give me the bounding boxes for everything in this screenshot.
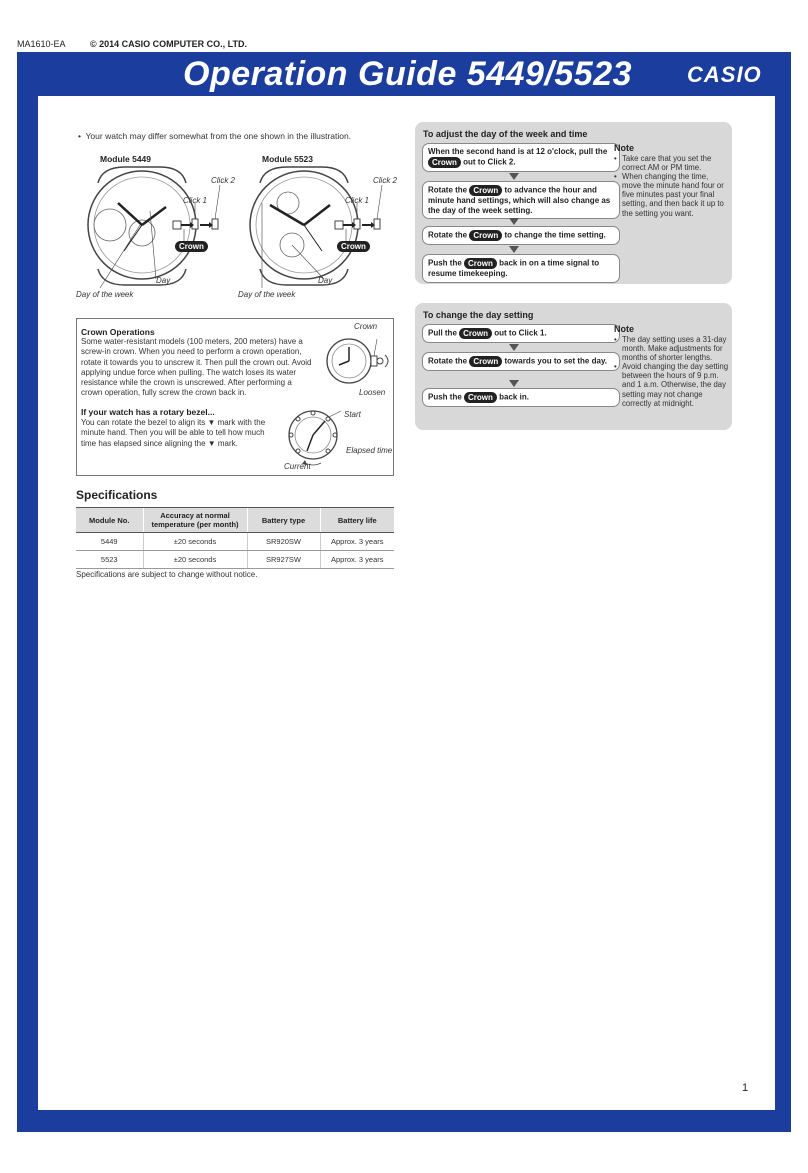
step-arrow-icon xyxy=(509,246,519,253)
day-label-5523: Day xyxy=(318,276,333,285)
current-callout: Current xyxy=(284,462,311,471)
click2-label-5449: Click 2 xyxy=(211,176,236,185)
list-item: • Avoid changing the day setting between the hours of 9 p.m. and 1 a.m. Otherwise, the day setting may not change correctly at midnight. xyxy=(614,362,729,407)
step-text-post: out to Click 1. xyxy=(494,328,547,338)
click1-label-5523: Click 1 xyxy=(345,196,370,205)
change-day-panel xyxy=(415,303,732,430)
column-header-accuracy: Accuracy at normal temperature (per month) xyxy=(143,508,247,533)
table-row xyxy=(76,551,394,569)
step-text-pre: Rotate the xyxy=(428,230,468,240)
loosen-callout: Loosen xyxy=(359,388,386,397)
list-item: • When changing the time, move the minute hand four or five minutes past your final setting, and then back it up to the setting you want. xyxy=(614,172,729,217)
step-arrow-icon xyxy=(509,173,519,180)
rotary-bezel-text: You can rotate the bezel to align its ▼ mark with the minute hand. Then you will be able to tell how much time has elapsed since aligning the ▼ mark. xyxy=(81,418,266,448)
adjust-step-3 xyxy=(422,226,620,245)
change-step-1 xyxy=(422,324,620,343)
step-text-post: towards you to set the day. xyxy=(504,356,608,366)
specifications-note: Specifications are subject to change without notice. xyxy=(76,570,258,579)
elapsed-time-callout: Elapsed time xyxy=(346,446,393,455)
step-arrow-icon xyxy=(509,218,519,225)
adjust-step-1 xyxy=(422,143,620,172)
illustration-note-text: Your watch may differ somewhat from the one shown in the illustration. xyxy=(85,131,352,141)
table-header-row xyxy=(76,508,394,533)
day-of-week-label-5523: Day of the week xyxy=(238,290,296,299)
list-item: • The day setting uses a 31-day month. Make adjustments for months of shorter lengths. xyxy=(614,335,729,362)
click1-label-5449: Click 1 xyxy=(183,196,208,205)
step-text-pre: Rotate the xyxy=(428,356,468,366)
crown-tag: Crown xyxy=(469,185,502,196)
change-note-list xyxy=(614,335,729,408)
cell-accuracy: ±20 seconds xyxy=(143,551,247,569)
crown-tag: Crown xyxy=(459,328,492,339)
module-5523-label: Module 5523 xyxy=(262,154,314,164)
list-item: • Take care that you set the correct AM or PM time. xyxy=(614,154,729,172)
change-step-2 xyxy=(422,352,620,371)
rotary-bezel-title: If your watch has a rotary bezel... xyxy=(81,407,215,417)
column-header-battery-life: Battery life xyxy=(320,508,394,533)
change-day-title: To change the day setting xyxy=(423,310,534,320)
change-step-3 xyxy=(422,388,620,407)
day-of-week-label-5449: Day of the week xyxy=(76,290,134,299)
adjust-step-4 xyxy=(422,254,620,283)
crown-callout: Crown xyxy=(354,322,378,331)
cell-module: 5449 xyxy=(76,533,143,551)
illustration-note: • Your watch may differ somewhat from the one shown in the illustration. xyxy=(78,131,352,141)
document-code: MA1610-EA xyxy=(17,39,66,49)
change-note-title: Note xyxy=(614,324,634,334)
adjust-note-title: Note xyxy=(614,143,634,153)
crown-operations-box xyxy=(76,318,394,476)
cell-battery-type: SR927SW xyxy=(247,551,320,569)
crown-tag: Crown xyxy=(464,258,497,269)
crown-label-5449: Crown xyxy=(175,241,208,252)
step-text-post: out to Click 2. xyxy=(463,157,516,167)
step-arrow-icon xyxy=(509,380,519,387)
step-text-post: to advance the hour and minute hand settings, which will also change as the day of the week setting. xyxy=(428,185,611,215)
column-header-module: Module No. xyxy=(76,508,143,533)
crown-label-5523: Crown xyxy=(337,241,370,252)
cell-battery-type: SR920SW xyxy=(247,533,320,551)
start-callout: Start xyxy=(344,410,361,419)
crown-operations-text: Some water-resistant models (100 meters, 200 meters) have a screw-in crown. When you need to perform a crown operation, rotate it towards you to unscrew it. Then pull the crown out. Avoid applying undue force when pulling. The watch loses its water resistance while the crown is unscrewed. After performing a crown operation, fully screw the crown back in. xyxy=(81,337,312,398)
crown-tag: Crown xyxy=(428,157,461,168)
day-label-5449: Day xyxy=(156,276,171,285)
adjust-day-title: To adjust the day of the week and time xyxy=(423,129,588,139)
page-number: 1 xyxy=(742,1082,749,1094)
step-arrow-icon xyxy=(509,344,519,351)
specifications-table xyxy=(76,507,394,569)
cell-module: 5523 xyxy=(76,551,143,569)
adjust-note-list xyxy=(614,154,729,218)
click2-label-5523: Click 2 xyxy=(373,176,398,185)
table-row xyxy=(76,533,394,551)
step-text-pre: Push the xyxy=(428,392,462,402)
crown-tag: Crown xyxy=(464,392,497,403)
adjust-day-panel xyxy=(415,122,732,284)
page-title: Operation Guide 5449/5523 xyxy=(183,55,633,93)
cell-battery-life: Approx. 3 years xyxy=(320,551,394,569)
column-header-battery-type: Battery type xyxy=(247,508,320,533)
cell-battery-life: Approx. 3 years xyxy=(320,533,394,551)
step-text-post: to change the time setting. xyxy=(504,230,606,240)
module-5449-label: Module 5449 xyxy=(100,154,152,164)
step-text-post: back in on a time signal to resume timekeeping. xyxy=(428,258,600,278)
step-text-pre: When the second hand is at 12 o'clock, pull the xyxy=(428,147,608,156)
step-text-pre: Rotate the xyxy=(428,185,468,195)
copyright-notice: © 2014 CASIO COMPUTER CO., LTD. xyxy=(90,39,247,49)
step-text-post: back in. xyxy=(499,392,529,402)
cell-accuracy: ±20 seconds xyxy=(143,533,247,551)
casio-logo: CASIO xyxy=(687,62,762,87)
step-text-pre: Pull the xyxy=(428,328,457,338)
crown-tag: Crown xyxy=(469,356,502,367)
step-text-pre: Push the xyxy=(428,258,462,268)
crown-tag: Crown xyxy=(469,230,502,241)
specifications-heading: Specifications xyxy=(76,488,158,502)
crown-operations-title: Crown Operations xyxy=(81,327,155,337)
adjust-step-2 xyxy=(422,181,620,219)
